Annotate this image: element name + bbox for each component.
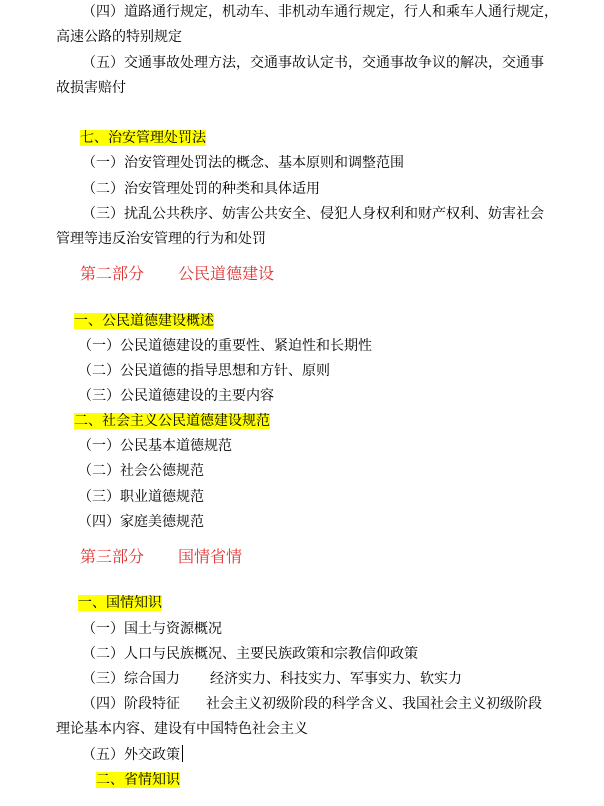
- section-seven-heading: [80, 129, 206, 147]
- part-two-sub2-heading: [74, 412, 270, 430]
- part-three-item-3: [82, 670, 462, 688]
- part-three-title: 国情省情: [178, 547, 243, 566]
- part-two-sub2-item-1: （一）公民基本道德规范: [78, 438, 232, 454]
- part-two-sub2-item-2: （二）社会公德规范: [78, 463, 204, 479]
- part-three-sub2-heading-text: 二、省情知识: [96, 772, 180, 788]
- part-two-sub1-item-1: （一）公民道德建设的重要性、紧迫性和长期性: [78, 338, 372, 354]
- road-item-5-line-2: 故损害赔付: [56, 80, 126, 96]
- part-two-title: 公民道德建设: [178, 264, 275, 283]
- part-two-heading: [80, 264, 274, 284]
- part-three-item-3-label: （三）综合国力: [82, 671, 180, 687]
- part-three-label: 第三部分: [80, 547, 145, 566]
- part-three-sub1-heading-text: 一、国情知识: [78, 595, 162, 611]
- road-item-4-line-2: 高速公路的特别规定: [56, 29, 182, 45]
- section-seven-item-2: （二）治安管理处罚的种类和具体适用: [82, 181, 320, 197]
- part-two-label: 第二部分: [80, 264, 145, 283]
- part-three-item-4-label: （四）阶段特征: [82, 696, 180, 712]
- section-seven-item-3-line-2: 管理等违反治安管理的行为和处罚: [56, 231, 266, 247]
- part-three-sub2-heading: [96, 771, 180, 789]
- part-three-item-3-text: 经济实力、科技实力、军事实力、软实力: [210, 671, 462, 687]
- part-three-item-4-text: 社会主义初级阶段的科学含义、我国社会主义初级阶段: [206, 696, 542, 712]
- section-seven-heading-text: 七、治安管理处罚法: [80, 130, 206, 146]
- part-two-sub2-item-3: （三）职业道德规范: [78, 489, 204, 505]
- part-two-sub1-item-2: （二）公民道德的指导思想和方针、原则: [78, 363, 330, 379]
- part-three-sub1-heading: [78, 594, 162, 612]
- section-seven-item-1: （一）治安管理处罚法的概念、基本原则和调整范围: [82, 155, 404, 171]
- part-two-sub1-item-3: （三）公民道德建设的主要内容: [78, 388, 274, 404]
- section-seven-item-3-line-1: （三）扰乱公共秩序、妨害公共安全、侵犯人身权利和财产权利、妨害社会: [82, 206, 544, 222]
- text-cursor: [182, 745, 183, 762]
- part-three-heading: [80, 547, 242, 567]
- part-two-sub2-item-4: （四）家庭美德规范: [78, 514, 204, 530]
- part-three-item-2: （二）人口与民族概况、主要民族政策和宗教信仰政策: [82, 646, 418, 662]
- part-two-sub1-heading-text: 一、公民道德建设概述: [74, 313, 214, 329]
- road-item-4-line-1: （四）道路通行规定，机动车、非机动车通行规定，行人和乘车人通行规定，: [82, 4, 558, 20]
- part-two-sub1-heading: [74, 312, 214, 330]
- part-three-item-1: （一）国土与资源概况: [82, 621, 222, 637]
- part-three-item-5-text: （五）外交政策: [82, 747, 180, 763]
- part-two-sub2-heading-text: 二、社会主义公民道德建设规范: [74, 413, 270, 429]
- part-three-item-4-line-2: 理论基本内容、建设有中国特色社会主义: [56, 721, 308, 737]
- part-three-item-5: [82, 745, 183, 764]
- road-item-5-line-1: （五）交通事故处理方法，交通事故认定书，交通事故争议的解决，交通事: [82, 55, 544, 71]
- part-three-item-4-line-1: [82, 695, 542, 713]
